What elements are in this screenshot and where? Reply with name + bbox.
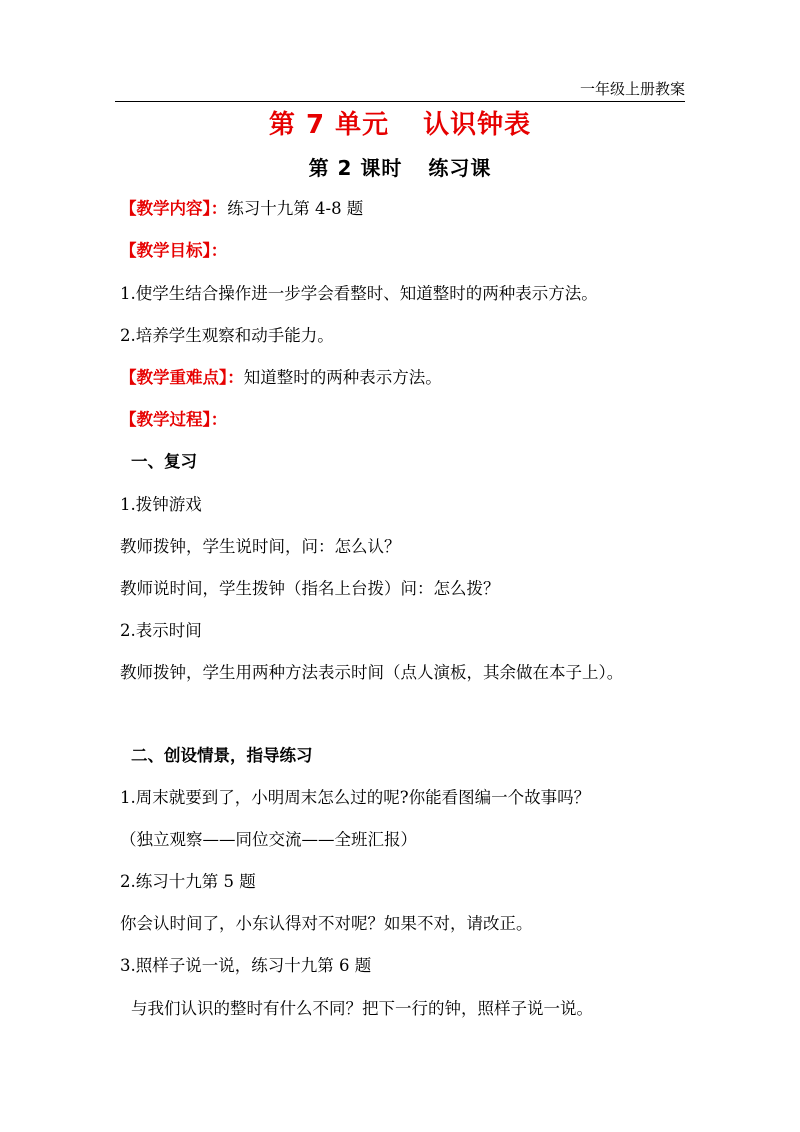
section1-heading: 一、复习: [131, 452, 197, 471]
goals-label: 【教学目标】：: [120, 241, 228, 260]
section1-line: 教师说时间，学生拨钟（指名上台拨）问：怎么拨？: [120, 579, 500, 598]
process-label: 【教学过程】：: [120, 410, 228, 429]
header-text: 一年级上册教案: [579, 80, 685, 98]
page-header: [115, 79, 685, 102]
process-line: [120, 408, 227, 432]
title-name: 认识钟表: [423, 110, 532, 140]
subtitle-lesson: 第 2 课时: [308, 156, 403, 180]
content-text: 练习十九第 4-8 题: [227, 199, 364, 218]
section1-line: 教师拨钟，学生说时间，问：怎么认？: [120, 537, 401, 556]
section2-line: 3.照样子说一说，练习十九第 6 题: [120, 956, 372, 975]
title-unit: 第 7 单元: [268, 110, 390, 140]
content-label: 【教学内容】：: [120, 199, 228, 218]
section2-line: 2.练习十九第 5 题: [120, 872, 256, 891]
section1-line: 2.表示时间: [120, 621, 202, 640]
keypoint-line: [120, 366, 442, 390]
goal-item: 1.使学生结合操作进一步学会看整时、知道整时的两种表示方法。: [120, 284, 598, 303]
section2-heading: 二、创设情景，指导练习: [131, 746, 313, 765]
subtitle-type: 练习课: [428, 156, 492, 180]
content-line: [120, 197, 363, 221]
section2-line: 你会认时间了，小东认得对不对呢？如果不对，请改正。: [120, 914, 533, 933]
goals-line: [120, 239, 227, 263]
goal-item: 2.培养学生观察和动手能力。: [120, 326, 334, 345]
section2-line: 1.周末就要到了，小明周末怎么过的呢?你能看图编一个故事吗？: [120, 788, 591, 807]
section2-line: 与我们认识的整时有什么不同？把下一行的钟，照样子说一说。: [131, 999, 593, 1018]
section2-line: （独立观察——同位交流——全班汇报）: [120, 830, 417, 849]
section1-line: 1.拨钟游戏: [120, 495, 202, 514]
keypoint-label: 【教学重难点】：: [120, 368, 244, 387]
section1-line: 教师拨钟，学生用两种方法表示时间（点人演板，其余做在本子上）。: [120, 663, 624, 682]
lesson-subtitle: [0, 152, 800, 181]
keypoint-text: 知道整时的两种表示方法。: [243, 368, 442, 387]
page-title: [0, 104, 800, 141]
